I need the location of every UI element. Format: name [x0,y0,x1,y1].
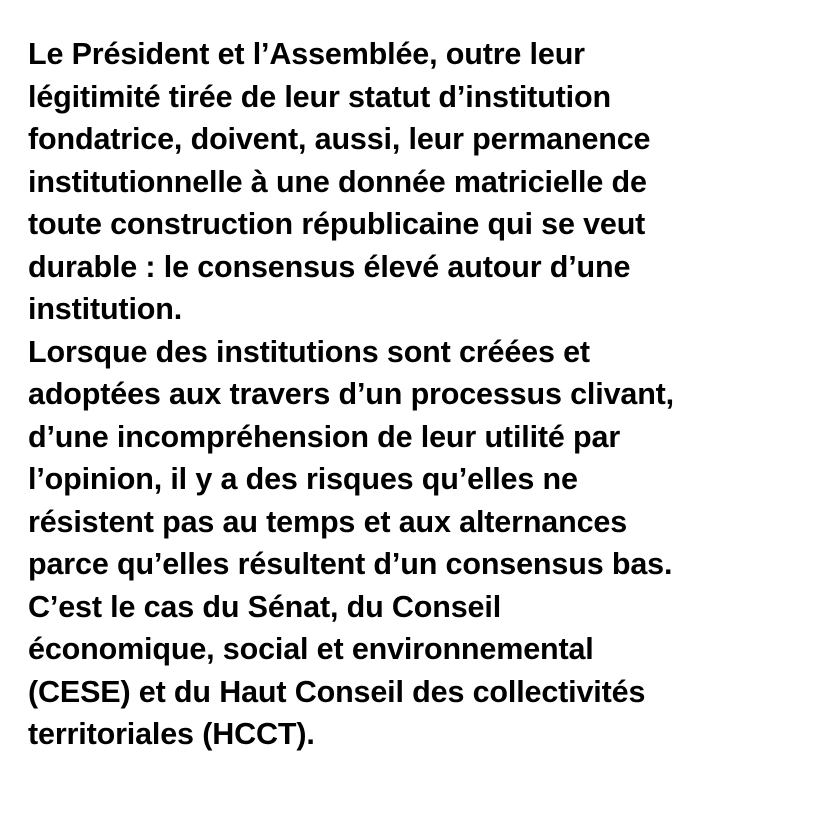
text-line: d’une incompréhension de leur utilité par [28,419,621,454]
text-line: institutionnelle à une donnée matricielle de [28,164,647,199]
text-line: Le Président et l’Assemblée, outre leur [28,37,585,71]
text-line: parce qu’elles résultent d’un consensus bas. [28,547,673,581]
text-line: Lorsque des institutions sont créées et [28,334,590,369]
text-line: (CESE) et du Haut Conseil des collectivités [28,674,646,709]
text-line: territoriales (HCCT). [28,717,315,751]
text-line: institution. [28,292,183,326]
text-line: durable : le consensus élevé autour d’une [28,249,631,284]
text-line: adoptées aux travers d’un processus clivant, [28,377,675,411]
text-line: fondatrice, doivent, aussi, leur permanence [28,122,651,156]
text-line: résistent pas au temps et aux alternances [28,504,628,539]
text-line: économique, social et environnemental [28,632,594,666]
text-line: l’opinion, il y a des risques qu’elles ne [28,462,578,496]
text-line: C’est le cas du Sénat, du Conseil [28,589,502,624]
text-line: toute construction républicaine qui se veut [28,207,646,241]
note-text-body [28,33,818,756]
text-line: légitimité tirée de leur statut d’institution [28,79,611,114]
